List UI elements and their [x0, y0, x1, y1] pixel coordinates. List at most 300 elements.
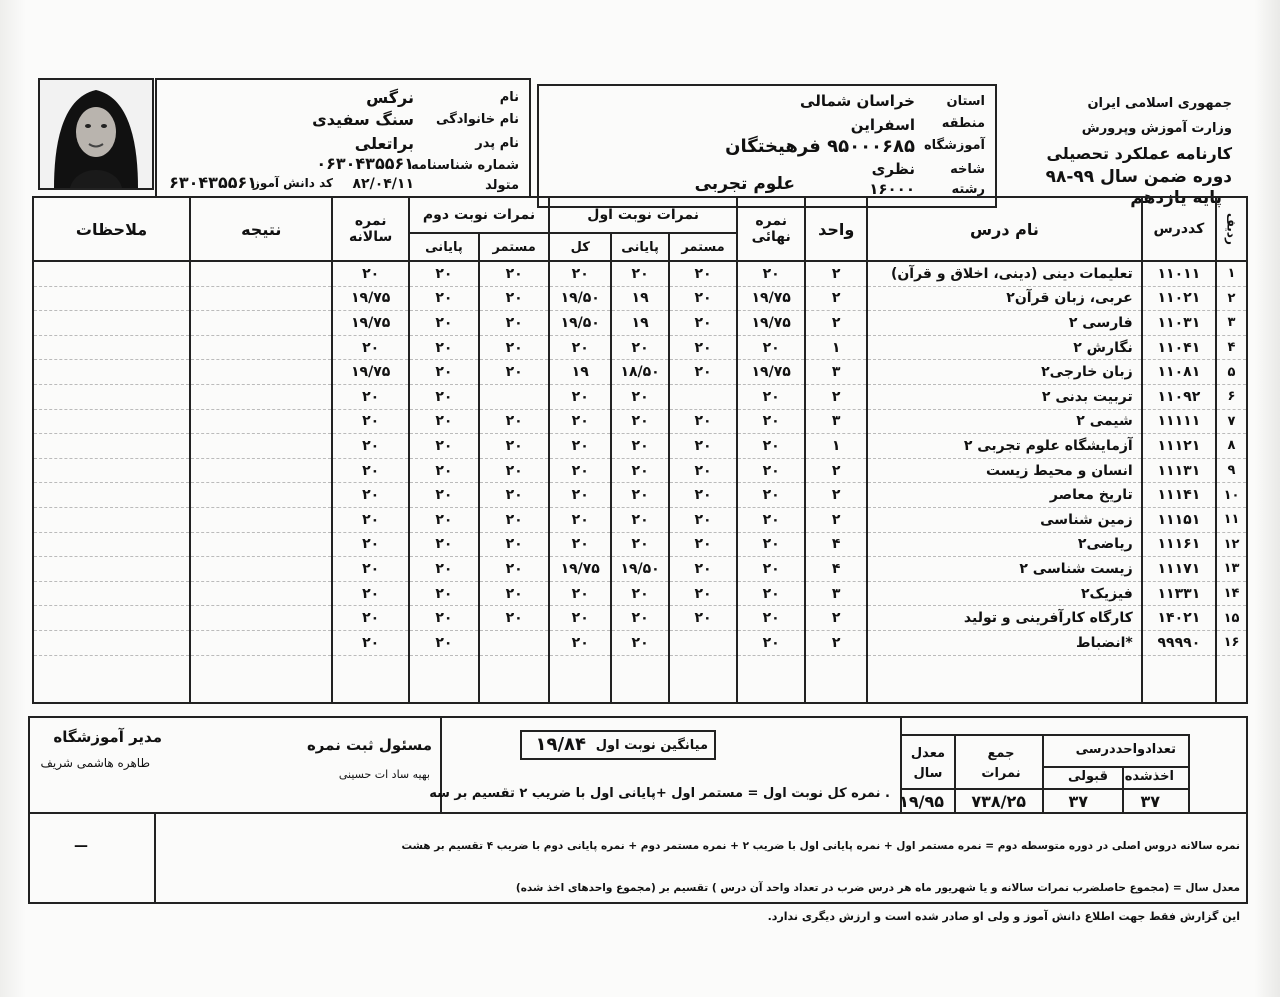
term2-continuous-cell: ۲۰ — [479, 581, 549, 606]
term1-continuous-cell — [669, 630, 737, 655]
term2-final-cell: ۲۰ — [409, 581, 479, 606]
term1-continuous-cell: ۲۰ — [669, 458, 737, 483]
table-row — [33, 606, 1247, 631]
annual-grade-cell: ۲۰ — [332, 532, 408, 557]
remarks-cell — [33, 384, 190, 409]
term1-continuous-cell — [669, 384, 737, 409]
course-code-cell: ۱۱۰۹۲ — [1142, 384, 1216, 409]
course-code-cell: ۱۱۱۶۱ — [1142, 532, 1216, 557]
term1-final-cell: ۱۸/۵۰ — [611, 360, 669, 385]
result-cell — [190, 557, 332, 582]
units-passed-label: قبولی — [1067, 769, 1108, 784]
term1-continuous-cell: ۲۰ — [669, 409, 737, 434]
term2-continuous-cell: ۲۰ — [479, 286, 549, 311]
annual-grade-cell: ۲۰ — [332, 335, 408, 360]
term1-final-cell: ۲۰ — [611, 507, 669, 532]
label-school: آموزشگاه — [923, 138, 985, 153]
term2-continuous-cell: ۲۰ — [479, 434, 549, 459]
header-term2-final: پایانی — [409, 233, 479, 261]
header-course-code: کددرس — [1142, 197, 1216, 261]
course-code-cell: ۱۱۱۵۱ — [1142, 507, 1216, 532]
term1-final-cell: ۱۹ — [611, 286, 669, 311]
subject-name-cell: *انضباط — [867, 630, 1142, 655]
final-grade-cell: ۲۰ — [737, 606, 805, 631]
subject-name-cell: فیزیک۲ — [867, 581, 1142, 606]
term1-final-cell: ۲۰ — [611, 434, 669, 459]
province-value: خراسان شمالی — [800, 92, 915, 110]
term1-final-cell: ۲۰ — [611, 630, 669, 655]
avg-value: ۱۹/۹۵ — [899, 792, 944, 811]
remarks-cell — [33, 557, 190, 582]
term1-total-cell: ۱۹/۷۵ — [549, 557, 611, 582]
term1-total-cell: ۲۰ — [549, 384, 611, 409]
row-number-cell: ۱۶ — [1216, 630, 1247, 655]
units-taken-value: ۳۷ — [1140, 792, 1160, 811]
term2-final-cell: ۲۰ — [409, 286, 479, 311]
row-number-cell: ۳ — [1216, 311, 1247, 336]
principal-label: مدیر آموزشگاه — [53, 728, 162, 746]
label-last-name: نام خانوادگی — [436, 112, 519, 127]
course-code-cell: ۱۱۱۱۱ — [1142, 409, 1216, 434]
units-cell: ۴ — [805, 557, 867, 582]
term1-total-cell: ۱۹ — [549, 360, 611, 385]
term1-final-cell: ۲۰ — [611, 532, 669, 557]
label-birth-date: متولد — [485, 178, 519, 193]
result-cell — [190, 458, 332, 483]
term2-continuous-cell: ۲۰ — [479, 532, 549, 557]
grade-label: پایه یازدهم — [1130, 188, 1222, 208]
table-row — [33, 311, 1247, 336]
term2-continuous-cell — [479, 384, 549, 409]
units-taken-label: اخذشده — [1124, 769, 1174, 784]
final-grade-cell: ۱۹/۷۵ — [737, 286, 805, 311]
result-cell — [190, 434, 332, 459]
remarks-cell — [33, 630, 190, 655]
units-cell: ۲ — [805, 458, 867, 483]
course-code-cell: ۱۱۳۳۱ — [1142, 581, 1216, 606]
annual-grade-cell: ۲۰ — [332, 261, 408, 286]
annual-grade-cell: ۲۰ — [332, 606, 408, 631]
term1-total-cell: ۲۰ — [549, 458, 611, 483]
label-id-number: شماره شناسنامه — [411, 158, 519, 173]
empty-cell — [867, 655, 1142, 703]
course-code-cell: ۱۱۰۸۱ — [1142, 360, 1216, 385]
grades-table — [32, 196, 1248, 704]
registrar-label: مسئول ثبت نمره — [306, 736, 432, 754]
term1-continuous-cell: ۲۰ — [669, 434, 737, 459]
annual-grade-cell: ۲۰ — [332, 483, 408, 508]
term2-final-cell: ۲۰ — [409, 532, 479, 557]
course-code-cell: ۱۱۱۷۱ — [1142, 557, 1216, 582]
principal-name: طاهره هاشمی شریف — [40, 756, 150, 770]
student-info-box — [155, 78, 531, 198]
note-annual-formula: نمره سالانه دروس اصلی در دوره متوسطه دوم = نمره مستمر اول + نمره پایانی اول با ضریب ۲ + نمره مستمر دوم + نمره پایانی دوم با ضریب ۴ تقسیم بر هشت — [401, 840, 1240, 852]
header-remarks: ملاحظات — [33, 197, 190, 261]
units-cell: ۲ — [805, 261, 867, 286]
subject-name-cell: کارگاه کارآفرینی و تولید — [867, 606, 1142, 631]
subject-name-cell: ریاضی۲ — [867, 532, 1142, 557]
father-name-value: براتعلی — [354, 134, 414, 153]
term2-final-cell: ۲۰ — [409, 360, 479, 385]
term2-continuous-cell: ۲۰ — [479, 409, 549, 434]
subject-name-cell: زیست شناسی ۲ — [867, 557, 1142, 582]
result-cell — [190, 606, 332, 631]
term2-final-cell: ۲۰ — [409, 384, 479, 409]
remarks-cell — [33, 507, 190, 532]
term1-total-cell: ۲۰ — [549, 409, 611, 434]
term1-continuous-cell: ۲۰ — [669, 606, 737, 631]
final-grade-cell: ۱۹/۷۵ — [737, 360, 805, 385]
result-cell — [190, 384, 332, 409]
term1-final-cell: ۲۰ — [611, 261, 669, 286]
empty-cell — [549, 655, 611, 703]
student-code-value: ۶۳۰۴۳۵۵۶۱ — [169, 173, 257, 192]
course-code-cell: ۹۹۹۹۰ — [1142, 630, 1216, 655]
units-cell: ۳ — [805, 581, 867, 606]
row-number-cell: ۱۲ — [1216, 532, 1247, 557]
final-grade-cell: ۲۰ — [737, 483, 805, 508]
table-row — [33, 458, 1247, 483]
table-row — [33, 507, 1247, 532]
remarks-cell — [33, 581, 190, 606]
result-cell — [190, 261, 332, 286]
note-yearly-average: معدل سال = (مجموع حاصلضرب نمرات سالانه و یا شهریور ماه هر درس ضرب در تعداد واحد آن درس ) تقسیم بر (مجموع واحدهای اخذ شده) — [515, 882, 1240, 894]
term1-continuous-cell: ۲۰ — [669, 507, 737, 532]
annual-grade-cell: ۱۹/۷۵ — [332, 311, 408, 336]
header-term1-total: کل — [549, 233, 611, 261]
term2-continuous-cell: ۲۰ — [479, 606, 549, 631]
remarks-cell — [33, 335, 190, 360]
term1-total-cell: ۲۰ — [549, 630, 611, 655]
units-cell: ۴ — [805, 532, 867, 557]
empty-cell — [1216, 655, 1247, 703]
term1-total-cell: ۲۰ — [549, 606, 611, 631]
remarks-cell — [33, 261, 190, 286]
units-cell: ۱ — [805, 335, 867, 360]
term2-final-cell: ۲۰ — [409, 335, 479, 360]
row-number-cell: ۷ — [1216, 409, 1247, 434]
term1-final-cell: ۲۰ — [611, 384, 669, 409]
table-row — [33, 409, 1247, 434]
remarks-cell — [33, 434, 190, 459]
annual-grade-cell: ۲۰ — [332, 630, 408, 655]
table-row — [33, 557, 1247, 582]
annual-grade-cell: ۲۰ — [332, 384, 408, 409]
row-number-cell: ۱ — [1216, 261, 1247, 286]
empty-cell — [190, 655, 332, 703]
label-first-name: نام — [499, 90, 519, 105]
course-code-cell: ۱۱۰۲۱ — [1142, 286, 1216, 311]
final-grade-cell: ۲۰ — [737, 335, 805, 360]
term1-final-cell: ۲۰ — [611, 409, 669, 434]
result-cell — [190, 360, 332, 385]
term1-total-cell: ۱۹/۵۰ — [549, 286, 611, 311]
empty-cell — [669, 655, 737, 703]
units-cell: ۳ — [805, 409, 867, 434]
row-number-cell: ۸ — [1216, 434, 1247, 459]
subject-name-cell: نگارش ۲ — [867, 335, 1142, 360]
result-cell — [190, 630, 332, 655]
term2-final-cell: ۲۰ — [409, 606, 479, 631]
remarks-cell — [33, 532, 190, 557]
term2-continuous-cell: ۲۰ — [479, 360, 549, 385]
course-code-cell: ۱۱۰۱۱ — [1142, 261, 1216, 286]
remarks-cell — [33, 458, 190, 483]
term1-total-cell: ۲۰ — [549, 261, 611, 286]
empty-cell — [1142, 655, 1216, 703]
label-father-name: نام پدر — [475, 136, 519, 151]
row-number-cell: ۲ — [1216, 286, 1247, 311]
row-number-cell: ۹ — [1216, 458, 1247, 483]
annual-grade-cell: ۲۰ — [332, 409, 408, 434]
row-number-cell: ۶ — [1216, 384, 1247, 409]
annual-grade-cell: ۱۹/۷۵ — [332, 360, 408, 385]
header-row-number: ردیف — [1216, 197, 1247, 261]
term1-continuous-cell: ۲۰ — [669, 532, 737, 557]
header-final-grade: نمره نهائی — [737, 197, 805, 261]
units-cell: ۱ — [805, 434, 867, 459]
annual-grade-cell: ۲۰ — [332, 557, 408, 582]
remarks-cell — [33, 311, 190, 336]
subject-name-cell: تربیت بدنی ۲ — [867, 384, 1142, 409]
term1-total-cell: ۲۰ — [549, 483, 611, 508]
final-grade-cell: ۱۹/۷۵ — [737, 311, 805, 336]
sum-label: جمع نمرات — [981, 746, 1021, 781]
course-code-cell: ۱۱۰۴۱ — [1142, 335, 1216, 360]
term2-continuous-cell: ۲۰ — [479, 335, 549, 360]
doc-title: کارنامه عملکرد تحصیلی — [1046, 144, 1232, 163]
term2-continuous-cell: ۲۰ — [479, 311, 549, 336]
subject-name-cell: زبان خارجی۲ — [867, 360, 1142, 385]
region-value: اسفراین — [850, 116, 915, 134]
row-number-cell: ۱۱ — [1216, 507, 1247, 532]
final-grade-cell: ۲۰ — [737, 507, 805, 532]
registrar-name: بهیه ساد ات حسینی — [338, 768, 430, 781]
term1-final-cell: ۲۰ — [611, 581, 669, 606]
subject-name-cell: آزمایشگاه علوم تجربی ۲ — [867, 434, 1142, 459]
result-cell — [190, 532, 332, 557]
remarks-cell — [33, 606, 190, 631]
table-row — [33, 261, 1247, 286]
units-passed-value: ۳۷ — [1068, 792, 1088, 811]
term1-total-cell: ۲۰ — [549, 507, 611, 532]
subject-name-cell: فارسی ۲ — [867, 311, 1142, 336]
term2-continuous-cell: ۲۰ — [479, 557, 549, 582]
first-name-value: نرگس — [366, 88, 414, 107]
student-portrait-image — [40, 80, 152, 188]
subject-name-cell: شیمی ۲ — [867, 409, 1142, 434]
term2-final-cell: ۲۰ — [409, 507, 479, 532]
table-row — [33, 335, 1247, 360]
units-cell: ۲ — [805, 483, 867, 508]
final-grade-cell: ۲۰ — [737, 409, 805, 434]
label-region: منطقه — [941, 116, 985, 131]
remarks-cell — [33, 409, 190, 434]
final-grade-cell: ۲۰ — [737, 434, 805, 459]
remarks-cell — [33, 483, 190, 508]
dash-mark: — — [74, 838, 88, 854]
result-cell — [190, 409, 332, 434]
totals-table — [900, 734, 1190, 814]
birth-date-value: ۸۲/۰۴/۱۱ — [352, 176, 414, 192]
term1-final-cell: ۲۰ — [611, 483, 669, 508]
subject-name-cell: تاریخ معاصر — [867, 483, 1142, 508]
term2-final-cell: ۲۰ — [409, 311, 479, 336]
annual-grade-cell: ۲۰ — [332, 434, 408, 459]
last-name-value: سنگ سفیدی — [312, 110, 414, 129]
subject-name-cell: زمین شناسی — [867, 507, 1142, 532]
units-cell: ۲ — [805, 507, 867, 532]
term2-final-cell: ۲۰ — [409, 630, 479, 655]
term1-continuous-cell: ۲۰ — [669, 483, 737, 508]
header-term2-continuous: مستمر — [479, 233, 549, 261]
term2-final-cell: ۲۰ — [409, 434, 479, 459]
remarks-cell — [33, 360, 190, 385]
table-row — [33, 360, 1247, 385]
remarks-cell — [33, 286, 190, 311]
empty-cell — [805, 655, 867, 703]
term1-total-cell: ۱۹/۵۰ — [549, 311, 611, 336]
result-cell — [190, 483, 332, 508]
student-photo — [38, 78, 154, 190]
result-cell — [190, 311, 332, 336]
table-row — [33, 384, 1247, 409]
term1-final-cell: ۲۰ — [611, 335, 669, 360]
result-cell — [190, 286, 332, 311]
row-number-cell: ۱۳ — [1216, 557, 1247, 582]
empty-cell — [332, 655, 408, 703]
final-grade-cell: ۲۰ — [737, 557, 805, 582]
note-disclaimer: این گزارش فقط جهت اطلاع دانش آموز و ولی او صادر شده است و ارزش دیگری ندارد. — [767, 910, 1240, 923]
header-term1: نمرات نوبت اول — [549, 197, 737, 233]
final-grade-cell: ۲۰ — [737, 581, 805, 606]
units-cell: ۳ — [805, 360, 867, 385]
table-row — [33, 630, 1247, 655]
term1-average-value: ۱۹/۸۴ — [535, 734, 586, 755]
school-value: ۹۵۰۰۰۶۸۵ فرهیختگان — [725, 136, 915, 157]
term2-final-cell: ۲۰ — [409, 458, 479, 483]
row-number-cell: ۱۰ — [1216, 483, 1247, 508]
label-province: استان — [946, 94, 985, 109]
grades-body — [33, 261, 1247, 703]
table-row — [33, 483, 1247, 508]
units-header: تعدادواحددرسی — [1075, 742, 1176, 757]
term1-final-cell: ۲۰ — [611, 606, 669, 631]
term2-continuous-cell: ۲۰ — [479, 458, 549, 483]
term1-continuous-cell: ۲۰ — [669, 335, 737, 360]
term1-average-label: میانگین نوبت اول — [595, 738, 708, 753]
header-result: نتیجه — [190, 197, 332, 261]
annual-grade-cell: ۲۰ — [332, 458, 408, 483]
units-cell: ۲ — [805, 630, 867, 655]
term2-continuous-cell: ۲۰ — [479, 261, 549, 286]
school-info-box — [537, 84, 997, 208]
branch-value: نظری — [871, 160, 915, 178]
gov-line1: جمهوری اسلامی ایران — [1087, 96, 1232, 111]
final-grade-cell: ۲۰ — [737, 630, 805, 655]
term1-continuous-cell: ۲۰ — [669, 557, 737, 582]
result-cell — [190, 507, 332, 532]
row-number-cell: ۱۵ — [1216, 606, 1247, 631]
table-row — [33, 532, 1247, 557]
empty-cell — [33, 655, 190, 703]
table-row — [33, 581, 1247, 606]
term1-continuous-cell: ۲۰ — [669, 360, 737, 385]
course-code-cell: ۱۱۱۴۱ — [1142, 483, 1216, 508]
term1-total-cell: ۲۰ — [549, 434, 611, 459]
row-number-cell: ۱۴ — [1216, 581, 1247, 606]
row-number-cell: ۴ — [1216, 335, 1247, 360]
annual-grade-cell: ۲۰ — [332, 507, 408, 532]
header-term1-continuous: مستمر — [669, 233, 737, 261]
term2-continuous-cell — [479, 630, 549, 655]
term2-final-cell: ۲۰ — [409, 409, 479, 434]
term-label: دوره ضمن سال ۹۹-۹۸ — [1045, 167, 1232, 187]
table-row — [33, 434, 1247, 459]
subject-name-cell: عربی، زبان قرآن۲ — [867, 286, 1142, 311]
label-field: رشته — [951, 182, 985, 197]
empty-cell — [409, 655, 479, 703]
header-term2: نمرات نوبت دوم — [409, 197, 549, 233]
term2-final-cell: ۲۰ — [409, 557, 479, 582]
formula-note: . نمره کل نوبت اول = مستمر اول +پایانی اول با ضریب ۲ تقسیم بر سه — [429, 786, 890, 801]
field-name-value: علوم تجربی — [694, 174, 795, 194]
term1-total-cell: ۲۰ — [549, 335, 611, 360]
course-code-cell: ۱۱۰۳۱ — [1142, 311, 1216, 336]
annual-grade-cell: ۱۹/۷۵ — [332, 286, 408, 311]
term1-continuous-cell: ۲۰ — [669, 311, 737, 336]
term1-final-cell: ۱۹/۵۰ — [611, 557, 669, 582]
table-row — [33, 286, 1247, 311]
header-units: واحد — [805, 197, 867, 261]
term1-continuous-cell: ۲۰ — [669, 581, 737, 606]
course-code-cell: ۱۱۱۲۱ — [1142, 434, 1216, 459]
avg-label: معدل سال — [910, 746, 946, 781]
term2-final-cell: ۲۰ — [409, 483, 479, 508]
final-grade-cell: ۲۰ — [737, 384, 805, 409]
course-code-cell: ۱۴۰۲۱ — [1142, 606, 1216, 631]
subject-name-cell: انسان و محیط زیست — [867, 458, 1142, 483]
row-number-cell: ۵ — [1216, 360, 1247, 385]
result-cell — [190, 581, 332, 606]
term1-continuous-cell: ۲۰ — [669, 261, 737, 286]
empty-cell — [611, 655, 669, 703]
units-cell: ۲ — [805, 311, 867, 336]
empty-cell — [737, 655, 805, 703]
final-grade-cell: ۲۰ — [737, 532, 805, 557]
label-branch: شاخه — [950, 162, 985, 177]
term1-continuous-cell: ۲۰ — [669, 286, 737, 311]
result-cell — [190, 335, 332, 360]
final-grade-cell: ۲۰ — [737, 458, 805, 483]
units-cell: ۲ — [805, 286, 867, 311]
term2-continuous-cell: ۲۰ — [479, 483, 549, 508]
term2-final-cell: ۲۰ — [409, 261, 479, 286]
term2-continuous-cell: ۲۰ — [479, 507, 549, 532]
course-code-cell: ۱۱۱۳۱ — [1142, 458, 1216, 483]
final-grade-cell: ۲۰ — [737, 261, 805, 286]
label-student-code: کد دانش آموز — [253, 176, 333, 190]
sum-value: ۷۳۸/۲۵ — [971, 792, 1026, 811]
gov-line2: وزارت آموزش وپرورش — [1081, 121, 1232, 136]
annual-grade-cell: ۲۰ — [332, 581, 408, 606]
term1-final-cell: ۱۹ — [611, 311, 669, 336]
header-term1-final: پایانی — [611, 233, 669, 261]
units-cell: ۲ — [805, 606, 867, 631]
header-subject: نام درس — [867, 197, 1142, 261]
term1-total-cell: ۲۰ — [549, 581, 611, 606]
term1-total-cell: ۲۰ — [549, 532, 611, 557]
